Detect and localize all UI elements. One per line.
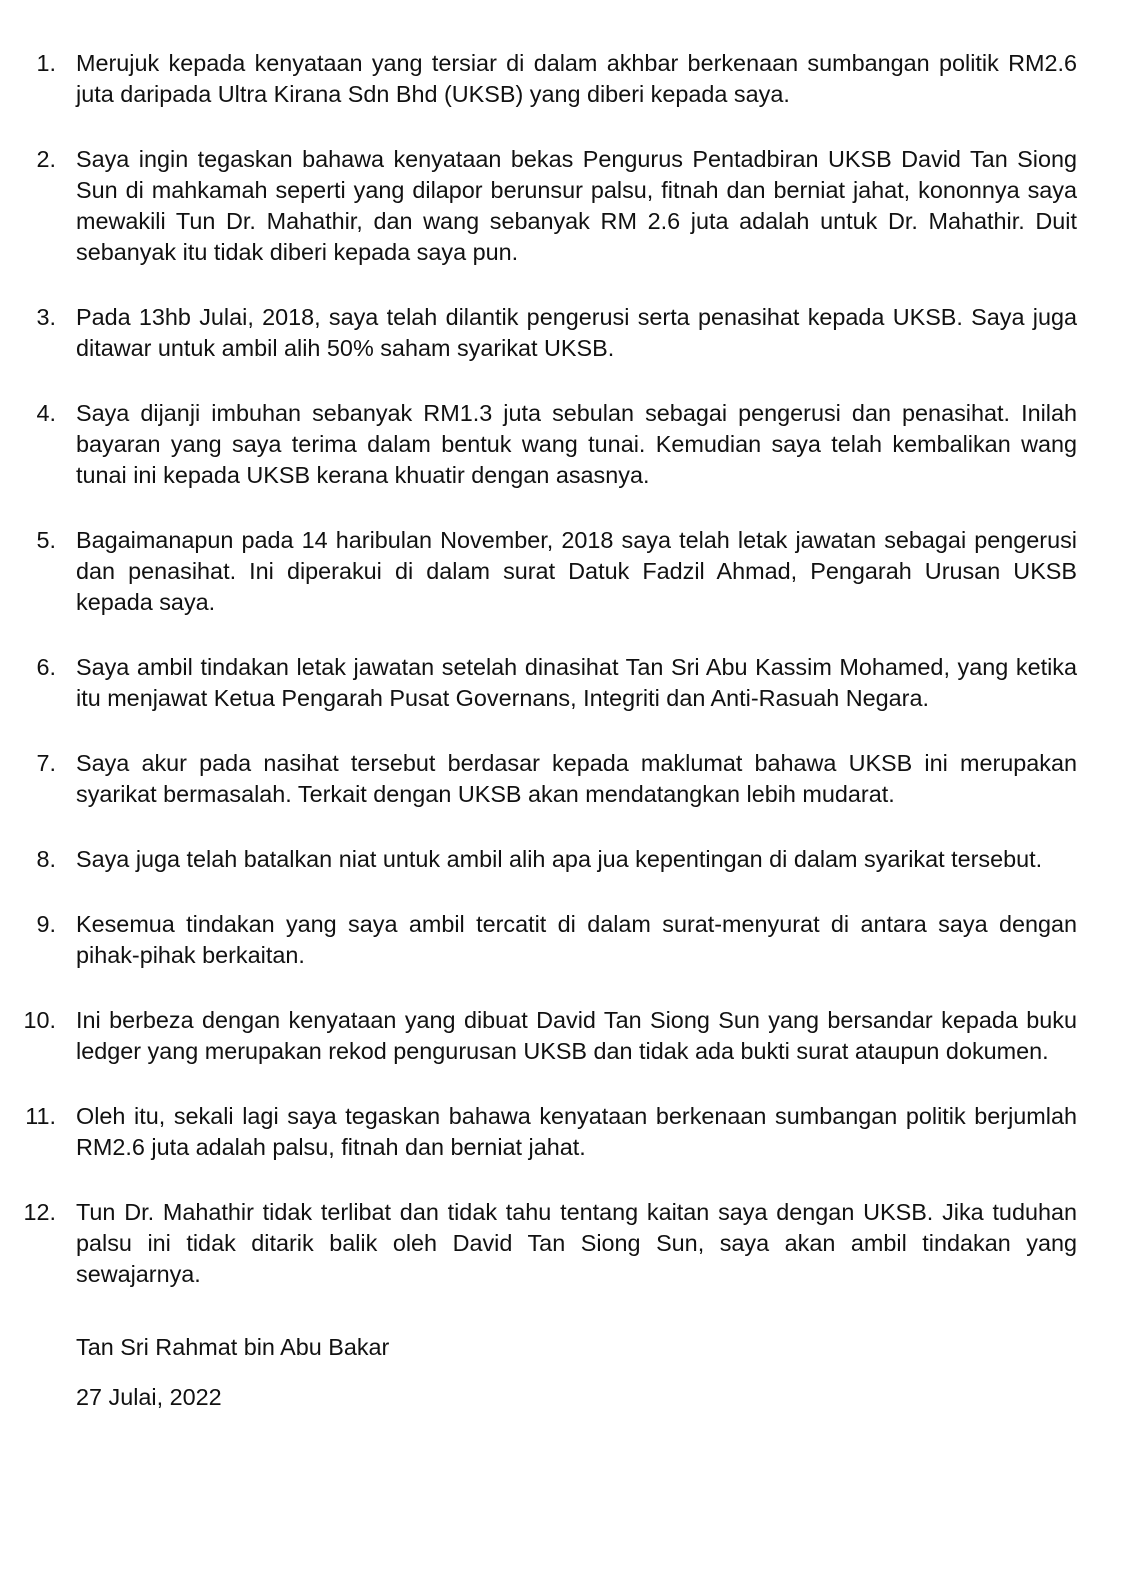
item-text: Saya dijanji imbuhan sebanyak RM1.3 juta sebulan sebagai pengerusi dan penasihat. Inilah bayaran yang saya terima dalam bentuk wang tunai. Kemudian saya telah kembalikan wang tunai ini kepada UKSB kerana khuatir dengan asasnya. xyxy=(76,400,1077,488)
item-text: Saya akur pada nasihat tersebut berdasar kepada maklumat bahawa UKSB ini merupakan syarikat bermasalah. Terkait dengan UKSB akan mendatangkan lebih mudarat. xyxy=(76,750,1077,807)
item-text: Merujuk kepada kenyataan yang tersiar di dalam akhbar berkenaan sumbangan politik RM2.6 juta daripada Ultra Kirana Sdn Bhd (UKSB) yang diberi kepada saya. xyxy=(76,50,1077,107)
item-text: Tun Dr. Mahathir tidak terlibat dan tidak tahu tentang kaitan saya dengan UKSB. Jika tuduhan palsu ini tidak ditarik balik oleh David Tan Siong Sun, saya akan ambil tindakan yang sewajarnya. xyxy=(76,1199,1077,1287)
statement-list xyxy=(0,48,1077,1290)
list-item xyxy=(0,144,1077,268)
list-item xyxy=(0,844,1077,875)
item-number: 10. xyxy=(23,1007,56,1033)
list-item xyxy=(0,398,1077,491)
item-text: Saya juga telah batalkan niat untuk ambil alih apa jua kepentingan di dalam syarikat tersebut. xyxy=(76,846,1043,872)
item-number: 9. xyxy=(36,911,56,937)
statement-date: 27 Julai, 2022 xyxy=(76,1384,222,1410)
item-number: 8. xyxy=(36,846,56,872)
list-item xyxy=(0,652,1077,714)
item-number: 1. xyxy=(36,50,56,76)
signatory-name: Tan Sri Rahmat bin Abu Bakar xyxy=(76,1334,390,1360)
item-text: Saya ingin tegaskan bahawa kenyataan bekas Pengurus Pentadbiran UKSB David Tan Siong Sun di mahkamah seperti yang dilapor berunsur palsu, fitnah dan berniat jahat, kononnya saya mewakili Tun Dr. Mahathir, dan wang sebanyak RM 2.6 juta adalah untuk Dr. Mahathir. Duit sebanyak itu tidak diberi kepada saya pun. xyxy=(76,146,1077,265)
item-text: Bagaimanapun pada 14 haribulan November, 2018 saya telah letak jawatan sebagai pengerusi dan penasihat. Ini diperakui di dalam surat Datuk Fadzil Ahmad, Pengarah Urusan UKSB kepada saya. xyxy=(76,527,1077,615)
item-number: 6. xyxy=(36,654,56,680)
item-number: 11. xyxy=(25,1103,56,1129)
list-item xyxy=(0,302,1077,364)
item-number: 2. xyxy=(36,146,56,172)
item-text: Saya ambil tindakan letak jawatan setelah dinasihat Tan Sri Abu Kassim Mohamed, yang ketika itu menjawat Ketua Pengarah Pusat Governans, Integriti dan Anti-Rasuah Negara. xyxy=(76,654,1077,711)
item-text: Kesemua tindakan yang saya ambil tercatit di dalam surat-menyurat di antara saya dengan pihak-pihak berkaitan. xyxy=(76,911,1077,968)
item-text: Pada 13hb Julai, 2018, saya telah dilantik pengerusi serta penasihat kepada UKSB. Saya juga ditawar untuk ambil alih 50% saham syarikat UKSB. xyxy=(76,304,1077,361)
item-number: 12. xyxy=(23,1199,56,1225)
list-item xyxy=(0,1005,1077,1067)
list-item xyxy=(0,909,1077,971)
item-text: Ini berbeza dengan kenyataan yang dibuat David Tan Siong Sun yang bersandar kepada buku ledger yang merupakan rekod pengurusan UKSB dan tidak ada bukti surat ataupun dokumen. xyxy=(76,1007,1077,1064)
item-number: 4. xyxy=(36,400,56,426)
list-item xyxy=(0,525,1077,618)
list-item xyxy=(0,1101,1077,1163)
item-text: Oleh itu, sekali lagi saya tegaskan bahawa kenyataan berkenaan sumbangan politik berjumlah RM2.6 juta adalah palsu, fitnah dan berniat jahat. xyxy=(76,1103,1077,1160)
list-item xyxy=(0,48,1077,110)
list-item xyxy=(0,1197,1077,1290)
item-number: 7. xyxy=(36,750,56,776)
list-item xyxy=(0,748,1077,810)
item-number: 3. xyxy=(36,304,56,330)
item-number: 5. xyxy=(36,527,56,553)
signature-block xyxy=(76,1332,1077,1413)
